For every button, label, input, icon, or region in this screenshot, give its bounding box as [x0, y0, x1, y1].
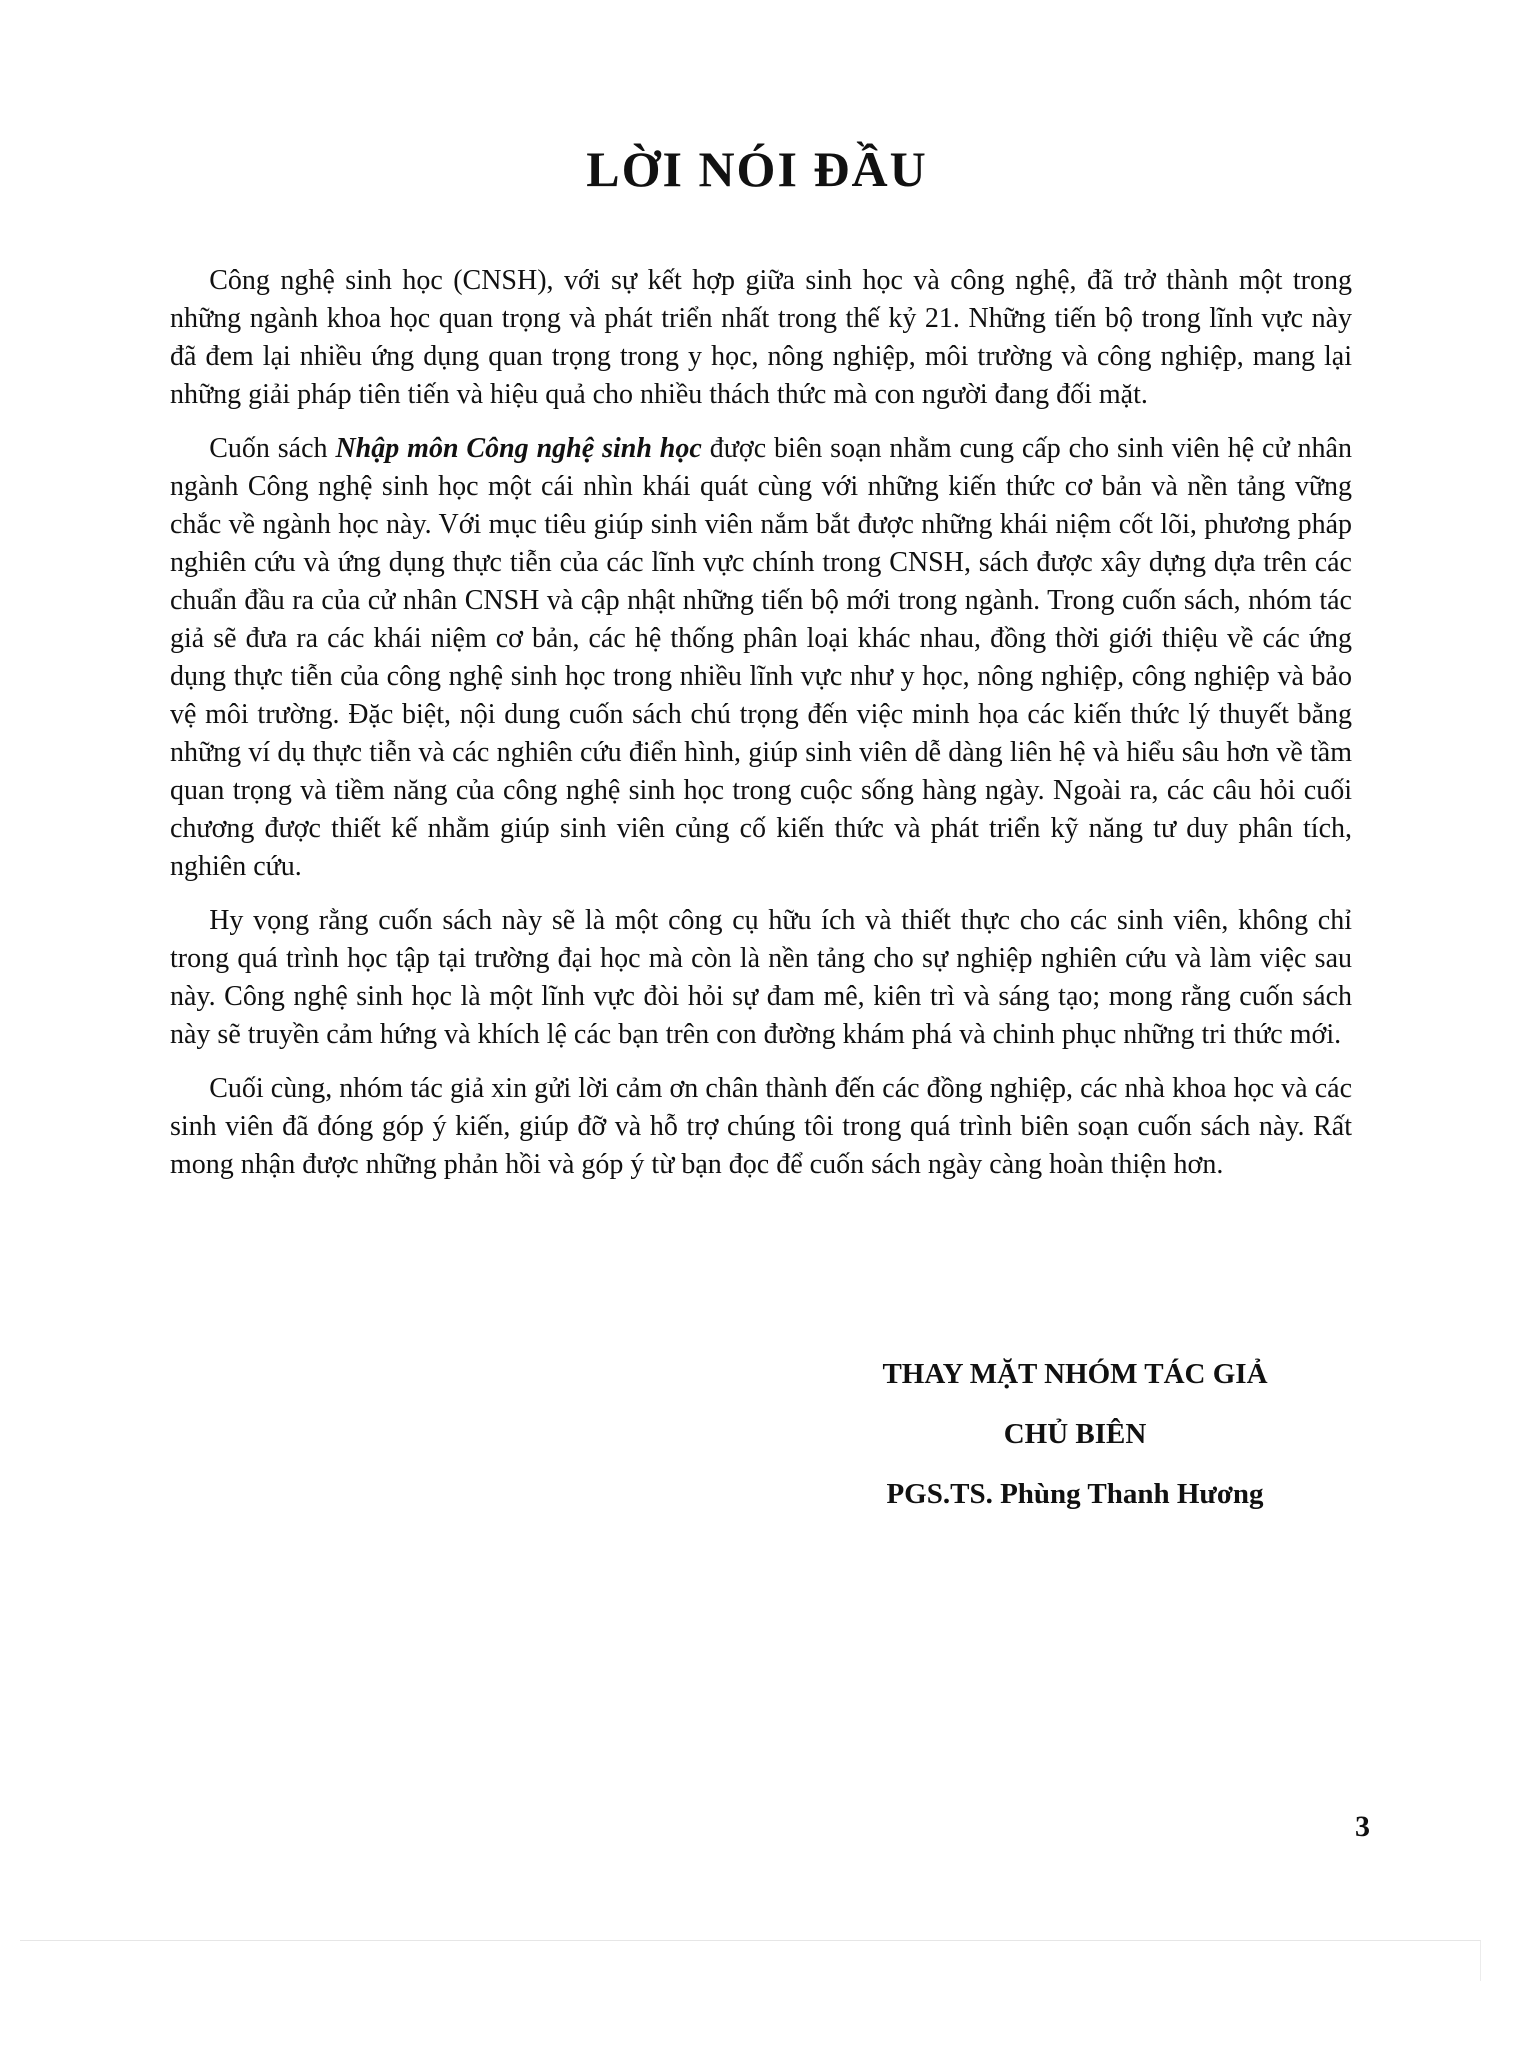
paragraph-3: Hy vọng rằng cuốn sách này sẽ là một công cụ hữu ích và thiết thực cho các sinh viên, không chỉ trong quá trình học tập tại trường đại học mà còn là nền tảng cho sự nghiệp nghiên cứu và làm việc sau này. Công nghệ sinh học là một lĩnh vực đòi hỏi sự đam mê, kiên trì và sáng tạo; mong rằng cuốn sách này sẽ truyền cảm hứng và khích lệ các bạn trên con đường khám phá và chinh phục những tri thức mới.: [170, 905, 1352, 1050]
paragraph-4: Cuối cùng, nhóm tác giả xin gửi lời cảm ơn chân thành đến các đồng nghiệp, các nhà khoa học và các sinh viên đã đóng góp ý kiến, giúp đỡ và hỗ trợ chúng tôi trong quá trình biên soạn cuốn sách này. Rất mong nhận được những phản hồi và góp ý từ bạn đọc để cuốn sách ngày càng hoàn thiện hơn.: [170, 1073, 1352, 1180]
paragraph-2: [170, 430, 1352, 886]
signature-role: CHỦ BIÊN: [1003, 1418, 1147, 1450]
signature-author: PGS.TS. Phùng Thanh Hương: [886, 1478, 1264, 1510]
paragraph-1: Công nghệ sinh học (CNSH), với sự kết hợp giữa sinh học và công nghệ, đã trở thành một trong những ngành khoa học quan trọng và phát triển nhất trong thế kỷ 21. Những tiến bộ trong lĩnh vực này đã đem lại nhiều ứng dụng quan trọng trong y học, nông nghiệp, môi trường và công nghiệp, mang lại những giải pháp tiên tiến và hiệu quả cho nhiều thách thức mà con người đang đối mặt.: [170, 265, 1352, 410]
preface-body: [170, 262, 1352, 1200]
book-title: Nhập môn Công nghệ sinh học: [335, 433, 702, 464]
page-title: LỜI NÓI ĐẦU: [586, 141, 928, 197]
page-number: 3: [1355, 1810, 1370, 1843]
paragraph-2-start: Cuốn sách: [209, 433, 336, 464]
scan-edge-divider: [20, 1940, 1481, 1981]
paragraph-2-rest: được biên soạn nhằm cung cấp cho sinh viên hệ cử nhân ngành Công nghệ sinh học một cái nhìn khái quát cùng với những kiến thức cơ bản và nền tảng vững chắc về ngành học này. Với mục tiêu giúp sinh viên nắm bắt được những khái niệm cốt lõi, phương pháp nghiên cứu và ứng dụng thực tiễn của các lĩnh vực chính trong CNSH, sách được xây dựng dựa trên các chuẩn đầu ra của cử nhân CNSH và cập nhật những tiến bộ mới trong ngành. Trong cuốn sách, nhóm tác giả sẽ đưa ra các khái niệm cơ bản, các hệ thống phân loại khác nhau, đồng thời giới thiệu về các ứng dụng thực tiễn của công nghệ sinh học trong nhiều lĩnh vực như y học, nông nghiệp, công nghiệp và bảo vệ môi trường. Đặc biệt, nội dung cuốn sách chú trọng đến việc minh họa các kiến thức lý thuyết bằng những ví dụ thực tiễn và các nghiên cứu điển hình, giúp sinh viên dễ dàng liên hệ và hiểu sâu hơn về tầm quan trọng và tiềm năng của công nghệ sinh học trong cuộc sống hàng ngày. Ngoài ra, các câu hỏi cuối chương được thiết kế nhằm giúp sinh viên củng cố kiến thức và phát triển kỹ năng tư duy phân tích, nghiên cứu.: [170, 433, 1352, 882]
signature-block: [795, 1354, 1355, 1534]
signature-on-behalf: THAY MẶT NHÓM TÁC GIẢ: [882, 1358, 1268, 1390]
